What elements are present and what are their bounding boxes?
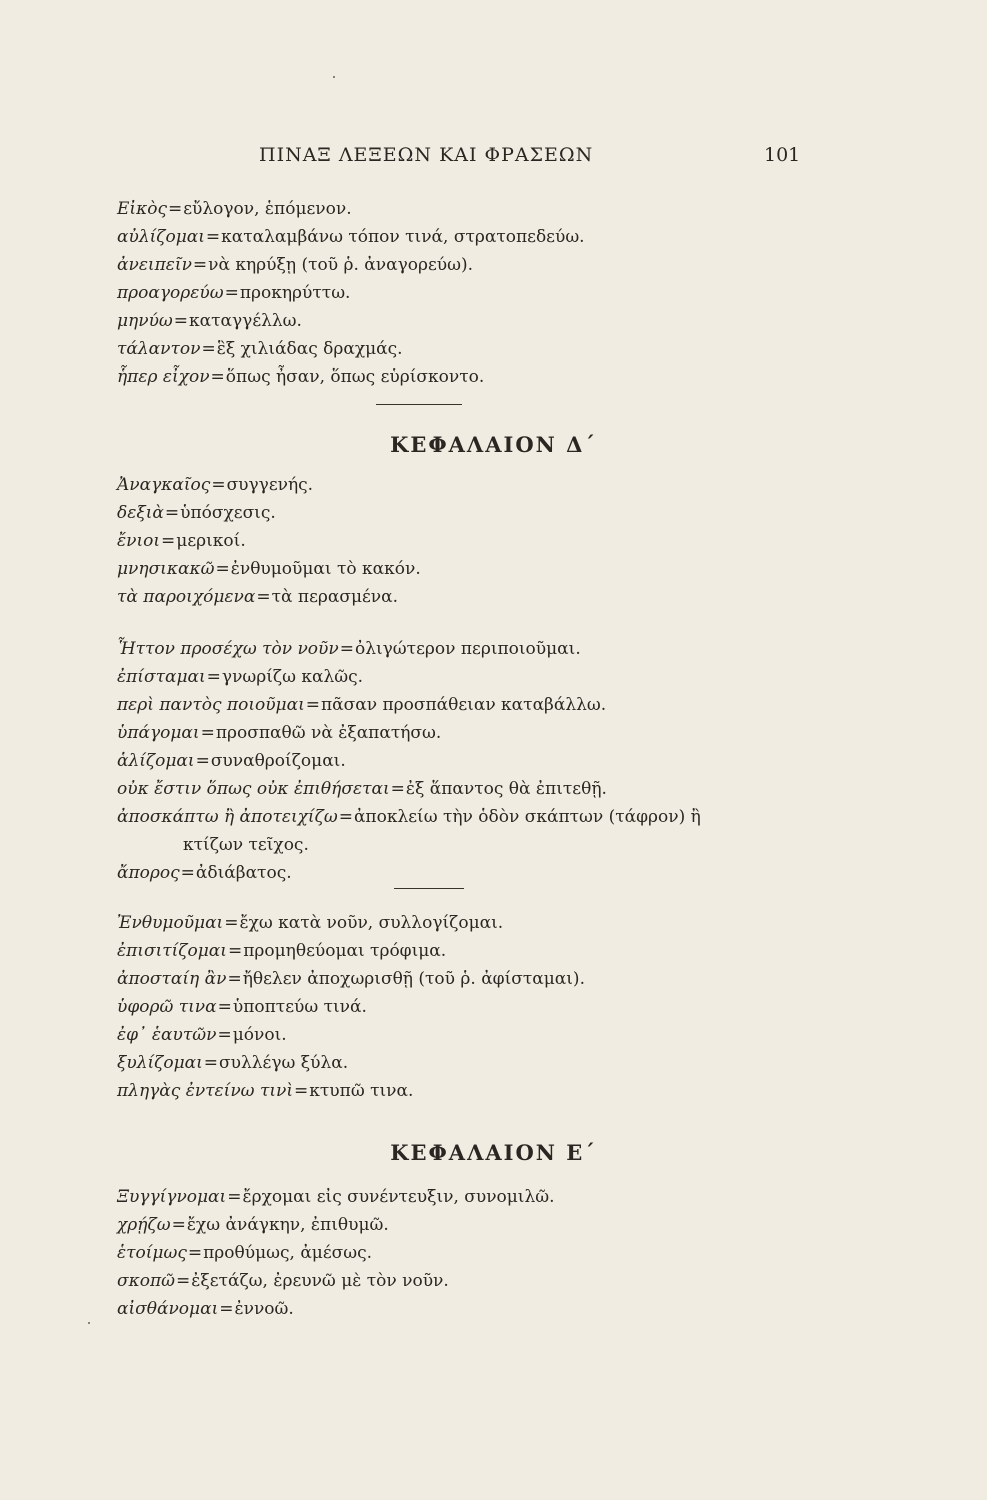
entry-definition: ἀποκλείω τὴν ὁδὸν σκάπτων (τάφρον) ἢ [353,807,701,827]
entry-definition: συναθροίζομαι. [210,751,346,771]
glossary-entry [117,500,276,526]
equals-sign: = [210,367,225,387]
entry-definition: ἓξ χιλιάδας δραχμάς. [216,339,403,359]
equals-sign: = [206,667,221,687]
equals-sign: = [294,1081,309,1101]
equals-sign: = [200,723,215,743]
glossary-entry [117,720,441,746]
entry-definition: προκηρύττω. [239,283,351,303]
equals-sign: = [390,779,405,799]
entry-definition: πᾶσαν προσπάθειαν καταβάλλω. [321,695,607,715]
glossary-entry [117,1240,372,1266]
entry-term: ἁλίζομαι [117,751,195,771]
glossary-entry [117,252,473,278]
equals-sign: = [227,1187,242,1207]
page-number: 101 [764,144,801,166]
equals-sign: = [187,1243,203,1263]
equals-sign: = [217,997,232,1017]
equals-sign: = [164,503,180,523]
glossary-entry [117,528,246,554]
entry-definition: ὅπως ἦσαν, ὅπως εὑρίσκοντο. [225,367,485,387]
equals-sign: = [217,1025,232,1045]
entry-term: ἄπορος [117,863,180,883]
entry-definition: καταλαμβάνω τόπον τινά, στρατοπεδεύω. [221,227,585,247]
ink-speck [88,1322,90,1324]
entry-definition: εὔλογον, ἑπόμενον. [183,199,352,219]
entry-definition: ὑποπτεύω τινά. [232,997,367,1017]
equals-sign: = [211,475,226,495]
entry-definition: ἔχω ἀνάγκην, ἐπιθυμῶ. [186,1215,389,1235]
entry-term: ἧπερ εἶχον [117,367,210,387]
glossary-entry [117,1184,555,1210]
equals-sign: = [192,255,208,275]
entry-definition: κτυπῶ τινα. [309,1081,414,1101]
entry-term: ἐπισιτίζομαι [117,941,227,961]
glossary-entry [117,224,585,250]
entry-definition: μόνοι. [232,1025,287,1045]
entry-term: ἀνειπεῖν [117,255,192,275]
entry-term: Ἀναγκαῖος [117,475,211,495]
entry-definition: ἐνθυμοῦμαι τὸ κακόν. [230,559,421,579]
entry-term: τὰ παροιχόμενα [117,587,256,607]
entry-term: Εἰκὸς [117,199,167,219]
glossary-entry [117,804,701,830]
entry-definition: ἀδιάβατος. [195,863,292,883]
equals-sign: = [161,531,176,551]
glossary-entry [117,1296,294,1322]
equals-sign: = [224,913,239,933]
page-header [0,144,987,168]
glossary-entry [117,664,363,690]
entry-term: μνησικακῶ [117,559,215,579]
equals-sign: = [227,941,243,961]
entry-definition: νὰ κηρύξῃ (τοῦ ῥ. ἀναγορεύω). [208,255,474,275]
entry-term: πληγὰς ἐντείνω τινὶ [117,1081,294,1101]
entry-term: ἑτοίμως [117,1243,187,1263]
glossary-entry [117,196,352,222]
entry-definition: γνωρίζω καλῶς. [221,667,364,687]
equals-sign: = [167,199,183,219]
entry-term: ὑπάγομαι [117,723,200,743]
entry-term: ὑφορῶ τινα [117,997,217,1017]
entry-definition: ἔρχομαι εἰς συνέντευξιν, συνομιλῶ. [242,1187,555,1207]
glossary-entry [117,776,607,802]
glossary-entry [117,636,581,662]
entry-term: ἔνιοι [117,531,161,551]
chapter-heading: ΚΕΦΑΛΑΙΟΝ Δ΄ [390,432,597,457]
entry-definition: συλλέγω ξύλα. [219,1053,349,1073]
glossary-entry [117,1078,413,1104]
equals-sign: = [339,639,354,659]
chapter-heading: ΚΕΦΑΛΑΙΟΝ Ε΄ [390,1140,597,1165]
entry-definition: ἤθελεν ἀποχωρισθῇ (τοῦ ῥ. ἀφίσταμαι). [242,969,585,989]
equals-sign: = [305,695,320,715]
glossary-entry [117,938,446,964]
glossary-entry [117,584,398,610]
running-title: ΠΙΝΑΞ ΛΕΞΕΩΝ ΚΑΙ ΦΡΑΣΕΩΝ [259,144,594,166]
equals-sign: = [338,807,353,827]
group-divider [394,888,464,889]
entry-term: τάλαντον [117,339,201,359]
entry-definition: ὑπόσχεσις. [180,503,276,523]
entry-term: προαγορεύω [117,283,224,303]
entry-term: Ἧττον προσέχω τὸν νοῦν [117,639,339,659]
equals-sign: = [195,751,210,771]
entry-term: δεξιὰ [117,503,164,523]
entry-definition: καταγγέλλω. [189,311,302,331]
entry-term: οὐκ ἔστιν ὅπως οὐκ ἐπιθήσεται [117,779,390,799]
glossary-entry [117,994,367,1020]
glossary-entry [117,1212,389,1238]
entry-definition: τὰ περασμένα. [271,587,399,607]
entry-term: μηνύω [117,311,173,331]
entry-definition: προθύμως, ἀμέσως. [203,1243,373,1263]
glossary-entry [117,280,350,306]
glossary-entry [117,910,503,936]
entry-term: περὶ παντὸς ποιοῦμαι [117,695,305,715]
entry-term: χρῄζω [117,1215,171,1235]
equals-sign: = [219,1299,234,1319]
entry-definition: προμηθεύομαι τρόφιμα. [243,941,447,961]
equals-sign: = [224,283,239,303]
entry-definition: ἐξετάζω, ἐρευνῶ μὲ τὸν νοῦν. [191,1271,449,1291]
glossary-entry [117,860,292,886]
equals-sign: = [171,1215,186,1235]
equals-sign: = [180,863,195,883]
glossary-entry [117,692,606,718]
ink-speck [333,76,335,78]
glossary-entry [117,472,313,498]
entry-term: ἀποσταίη ἂν [117,969,227,989]
glossary-entry [117,1050,348,1076]
equals-sign: = [227,969,242,989]
equals-sign: = [201,339,216,359]
entry-definition: ἐννοῶ. [234,1299,294,1319]
entry-definition: προσπαθῶ νὰ ἐξαπατήσω. [215,723,442,743]
entry-definition: ὀλιγώτερον περιποιοῦμαι. [354,639,581,659]
entry-definition: ἐξ ἅπαντος θὰ ἐπιτεθῇ. [405,779,607,799]
glossary-entry [117,1022,287,1048]
entry-term: σκοπῶ [117,1271,176,1291]
entry-term: ξυλίζομαι [117,1053,203,1073]
entry-definition: συγγενής. [226,475,314,495]
entry-definition: μερικοί. [176,531,246,551]
glossary-entry [117,308,302,334]
entry-definition: ἔχω κατὰ νοῦν, συλλογίζομαι. [239,913,504,933]
equals-sign: = [215,559,230,579]
equals-sign: = [256,587,271,607]
entry-term: ἀποσκάπτω ἢ ἀποτειχίζω [117,807,338,827]
glossary-entry [117,336,403,362]
glossary-entry [117,748,346,774]
entry-term: ἐφ᾽ ἑαυτῶν [117,1025,217,1045]
section-divider [376,404,462,405]
glossary-entry [117,556,421,582]
glossary-entry [117,966,585,992]
equals-sign: = [203,1053,219,1073]
entry-continuation: κτίζων τεῖχος. [183,835,309,855]
glossary-entry [117,1268,449,1294]
equals-sign: = [205,227,221,247]
entry-term: ἐπίσταμαι [117,667,206,687]
equals-sign: = [173,311,189,331]
entry-term: Ἐνθυμοῦμαι [117,913,224,933]
glossary-entry [117,364,484,390]
entry-term: Ξυγγίγνομαι [117,1187,227,1207]
entry-term: αἰσθάνομαι [117,1299,219,1319]
entry-term: αὐλίζομαι [117,227,205,247]
equals-sign: = [176,1271,191,1291]
